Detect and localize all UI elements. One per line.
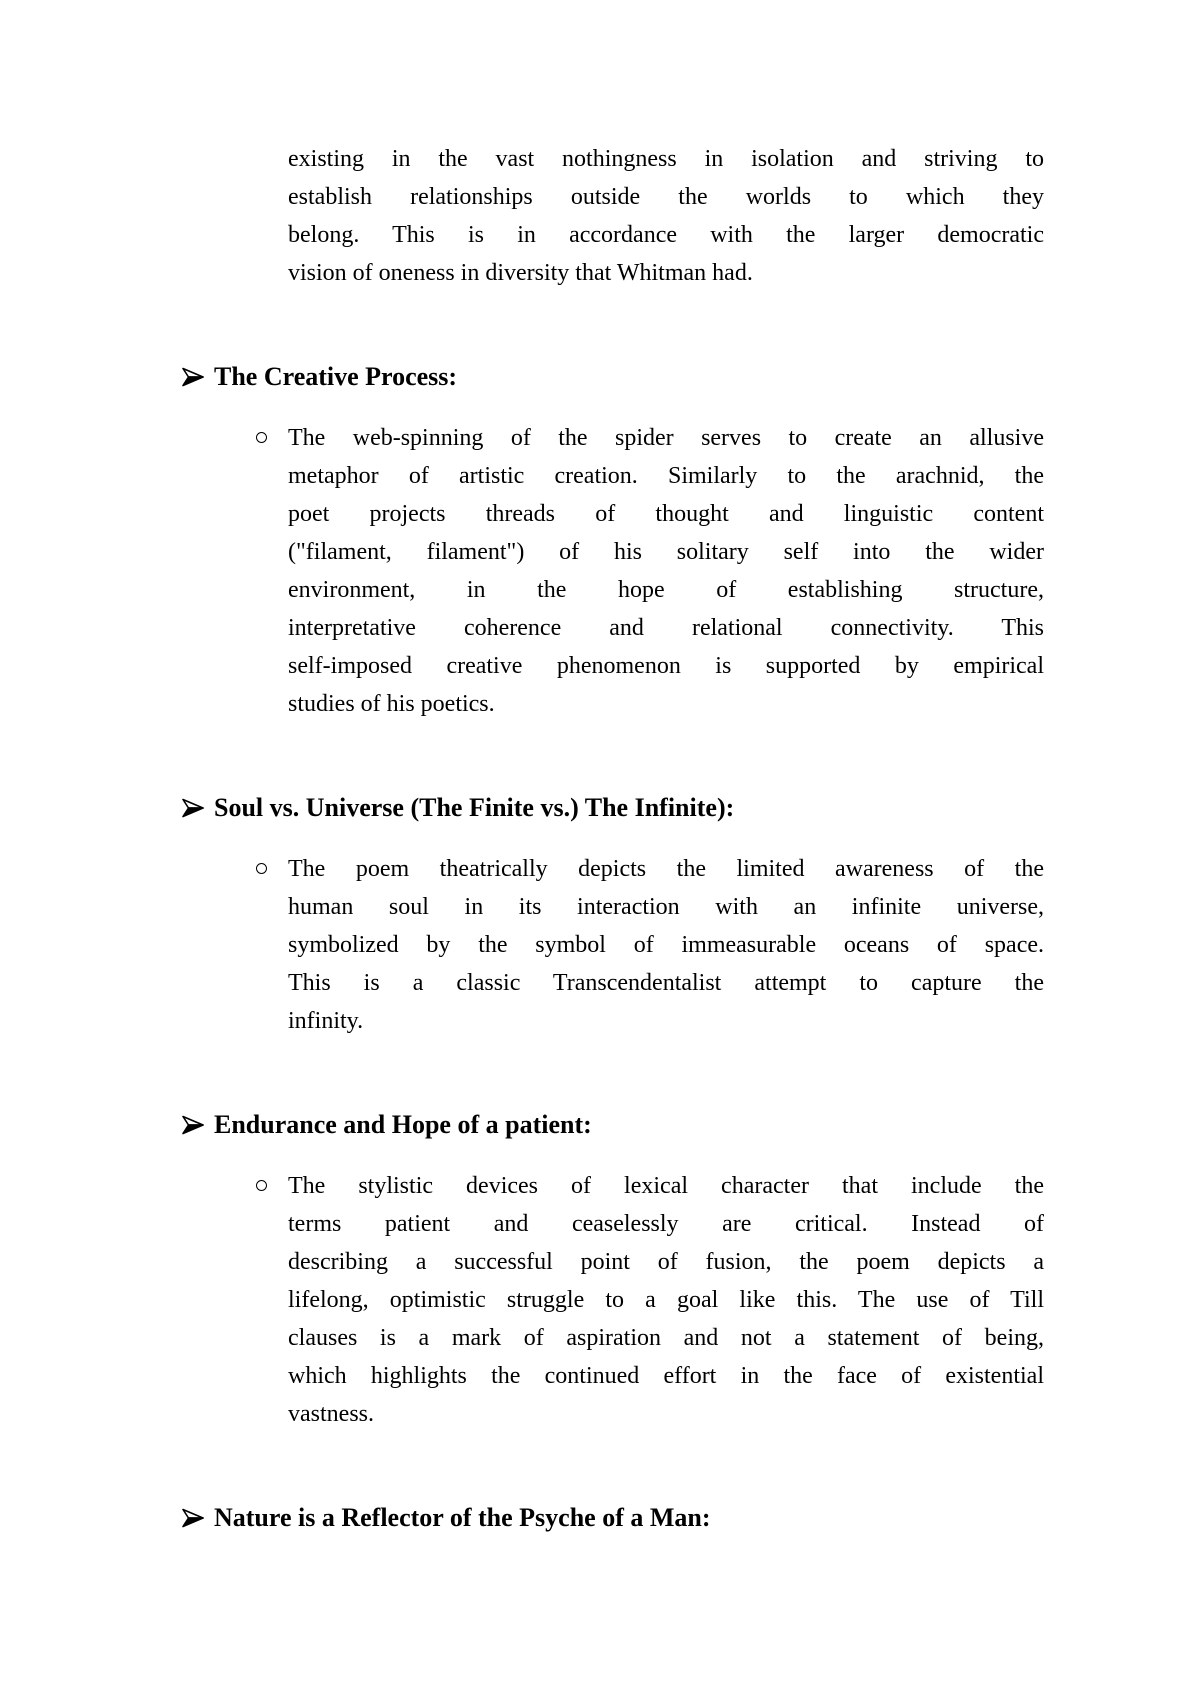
text-line: clauses is a mark of aspiration and not a statement of being, xyxy=(288,1325,1044,1351)
text-line: This is a classic Transcendentalist attempt to capture the xyxy=(288,970,1044,996)
bullet-paragraph xyxy=(288,419,1044,723)
section-heading xyxy=(182,1501,1044,1535)
circle-bullet-icon xyxy=(256,863,267,874)
section-heading-text: Endurance and Hope of a patient: xyxy=(214,1110,592,1139)
text-line: vastness. xyxy=(288,1401,374,1427)
bullet-paragraph xyxy=(288,1167,1044,1433)
section-heading-text: Nature is a Reflector of the Psyche of a Man: xyxy=(214,1503,711,1532)
section xyxy=(182,723,1044,1040)
section-heading-text: The Creative Process: xyxy=(214,362,458,391)
intro-paragraph xyxy=(288,140,1044,292)
text-line: The web-spinning of the spider serves to create an allusive xyxy=(288,425,1044,451)
text-line: terms patient and ceaselessly are critical. Instead of xyxy=(288,1211,1044,1237)
text-line: The poem theatrically depicts the limited awareness of the xyxy=(288,856,1044,882)
arrowhead-bullet-icon xyxy=(182,367,204,387)
text-line: interpretative coherence and relational connectivity. This xyxy=(288,615,1044,641)
text-line: human soul in its interaction with an infinite universe, xyxy=(288,894,1044,920)
text-line: symbolized by the symbol of immeasurable oceans of space. xyxy=(288,932,1044,958)
text-line: lifelong, optimistic struggle to a goal like this. The use of Till xyxy=(288,1287,1044,1313)
arrowhead-bullet-icon xyxy=(182,1115,204,1135)
section xyxy=(182,292,1044,723)
circle-bullet-icon xyxy=(256,432,267,443)
text-line: studies of his poetics. xyxy=(288,691,495,717)
section-heading xyxy=(182,360,1044,394)
circle-bullet-icon xyxy=(256,1180,267,1191)
text-line: environment, in the hope of establishing structure, xyxy=(288,577,1044,603)
text-line: belong. This is in accordance with the larger democratic xyxy=(288,222,1044,248)
text-line: describing a successful point of fusion, the poem depicts a xyxy=(288,1249,1044,1275)
text-line: ("filament, filament") of his solitary self into the wider xyxy=(288,539,1044,565)
text-line: The stylistic devices of lexical character that include the xyxy=(288,1173,1044,1199)
bullet-paragraph xyxy=(288,850,1044,1040)
section xyxy=(182,1433,1044,1535)
section-heading xyxy=(182,791,1044,825)
text-line: infinity. xyxy=(288,1008,364,1034)
arrowhead-bullet-icon xyxy=(182,798,204,818)
text-line: poet projects threads of thought and linguistic content xyxy=(288,501,1044,527)
text-line: establish relationships outside the worlds to which they xyxy=(288,184,1044,210)
arrowhead-bullet-icon xyxy=(182,1508,204,1528)
section-heading-text: Soul vs. Universe (The Finite vs.) The Infinite): xyxy=(214,793,735,822)
text-line: which highlights the continued effort in the face of existential xyxy=(288,1363,1044,1389)
text-line: self-imposed creative phenomenon is supported by empirical xyxy=(288,653,1044,679)
section xyxy=(182,1040,1044,1433)
sections xyxy=(182,292,1044,1535)
text-line: vision of oneness in diversity that Whitman had. xyxy=(288,260,753,286)
text-line: existing in the vast nothingness in isolation and striving to xyxy=(288,146,1044,172)
text-line: metaphor of artistic creation. Similarly to the arachnid, the xyxy=(288,463,1044,489)
section-heading xyxy=(182,1108,1044,1142)
